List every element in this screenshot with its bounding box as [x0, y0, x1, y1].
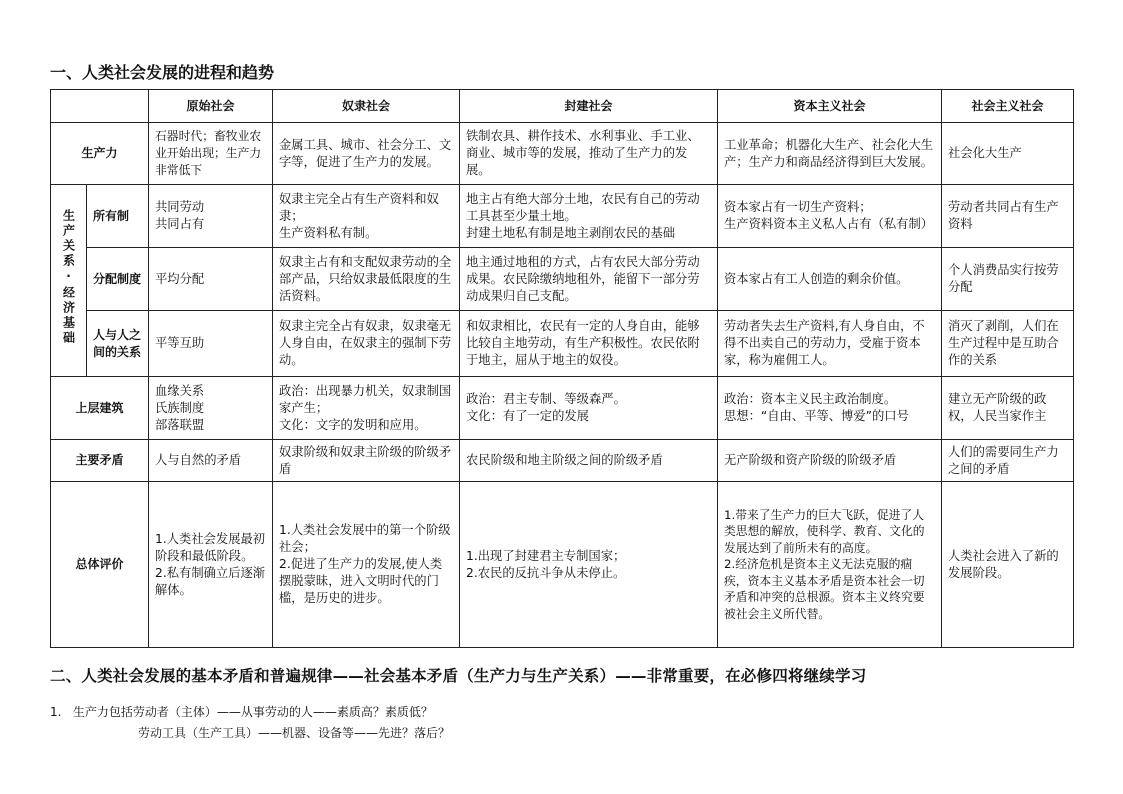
- main-contradiction-primitive: 人与自然的矛盾: [149, 440, 273, 482]
- distribution-capitalist: 资本家占有工人创造的剩余价值。: [718, 248, 942, 311]
- list-item-1-number: 1.: [50, 705, 62, 719]
- section-heading-2: 二、人类社会发展的基本矛盾和普遍规律——社会基本矛盾（生产力与生产关系）——非常重要，在必修四将继续学习: [50, 667, 867, 685]
- header-feudal: 封建社会: [460, 90, 718, 123]
- distribution-primitive: 平均分配: [149, 248, 273, 311]
- society-development-table: [50, 89, 1074, 648]
- productivity-primitive: 石器时代；畜牧业农业开始出现；生产力非常低下: [149, 123, 273, 185]
- ownership-socialist: 劳动者共同占有生产资料: [942, 185, 1074, 248]
- productivity-slave: 金属工具、城市、社会分工、文字等，促进了生产力的发展。: [273, 123, 460, 185]
- relations-primitive: 平等互助: [149, 311, 273, 377]
- superstructure-slave: 政治：出现暴力机关，奴隶制国家产生； 文化：文字的发明和应用。: [273, 377, 460, 440]
- relations-group-label: [51, 185, 87, 377]
- superstructure-label: 上层建筑: [51, 377, 149, 440]
- relations-capitalist: 劳动者失去生产资料,有人身自由，不得不出卖自己的劳动力，受雇于资本家，称为雇佣工人。: [718, 311, 942, 377]
- main-contradiction-feudal: 农民阶级和地主阶级之间的阶级矛盾: [460, 440, 718, 482]
- overall-evaluation-socialist: 人类社会进入了新的发展阶段。: [942, 482, 1074, 648]
- overall-evaluation-capitalist: 1.带来了生产力的巨大飞跃，促进了人类思想的解放，使科学、教育、文化的发展达到了前所未有的高度。 2.经济危机是资本主义无法克服的痼疾，资本主义基本矛盾是资本社会一切矛盾和冲突的总根源。资本主义终究要被社会主义所代替。: [718, 482, 942, 648]
- relations-socialist: 消灭了剥削，人们在生产过程中是互助合作的关系: [942, 311, 1074, 377]
- header-slave: 奴隶社会: [273, 90, 460, 123]
- header-corner: [51, 90, 149, 123]
- main-contradiction-socialist: 人们的需要同生产力之间的矛盾: [942, 440, 1074, 482]
- ownership-capitalist: 资本家占有一切生产资料； 生产资料资本主义私人占有（私有制）: [718, 185, 942, 248]
- productivity-socialist: 社会化大生产: [942, 123, 1074, 185]
- productivity-capitalist: 工业革命；机器化大生产、社会化大生产；生产力和商品经济得到巨大发展。: [718, 123, 942, 185]
- superstructure-socialist: 建立无产阶级的政权，人民当家作主: [942, 377, 1074, 440]
- overall-evaluation-primitive: 1.人类社会发展最初阶段和最低阶段。 2.私有制确立后逐渐解体。: [149, 482, 273, 648]
- relations-slave: 奴隶主完全占有奴隶，奴隶毫无人身自由，在奴隶主的强制下劳动。: [273, 311, 460, 377]
- main-contradiction-capitalist: 无产阶级和资产阶级的阶级矛盾: [718, 440, 942, 482]
- list-item-1-continuation: 劳动工具（生产工具）——机器、设备等——先进？落后？: [138, 726, 451, 740]
- ownership-feudal: 地主占有绝大部分土地，农民有自己的劳动工具甚至少量土地。 封建土地私有制是地主剥削农民的基础: [460, 185, 718, 248]
- header-row: [51, 90, 1074, 123]
- overall-evaluation-label: 总体评价: [51, 482, 149, 648]
- relations-group-text: 生产关系·经济基础: [61, 209, 76, 346]
- ownership-row: [51, 185, 1074, 248]
- superstructure-row: [51, 377, 1074, 440]
- header-primitive: 原始社会: [149, 90, 273, 123]
- productivity-row: [51, 123, 1074, 185]
- distribution-feudal: 地主通过地租的方式，占有农民大部分劳动成果。农民除缴纳地租外，能留下一部分劳动成果归自己支配。: [460, 248, 718, 311]
- ownership-primitive: 共同劳动 共同占有: [149, 185, 273, 248]
- relations-feudal: 和奴隶相比，农民有一定的人身自由，能够比较自主地劳动，有生产积极性。农民依附于地主，屈从于地主的奴役。: [460, 311, 718, 377]
- distribution-slave: 奴隶主占有和支配奴隶劳动的全部产品，只给奴隶最低限度的生活资料。: [273, 248, 460, 311]
- list-item-1: [50, 703, 433, 720]
- main-contradiction-label: 主要矛盾: [51, 440, 149, 482]
- header-capitalist: 资本主义社会: [718, 90, 942, 123]
- relations-label: 人与人之间的关系: [87, 311, 149, 377]
- superstructure-primitive: 血缘关系 氏族制度 部落联盟: [149, 377, 273, 440]
- ownership-slave: 奴隶主完全占有生产资料和奴隶； 生产资料私有制。: [273, 185, 460, 248]
- overall-evaluation-row: [51, 482, 1074, 648]
- overall-evaluation-feudal: 1.出现了封建君主专制国家； 2.农民的反抗斗争从未停止。: [460, 482, 718, 648]
- section-heading-1: 一、人类社会发展的进程和趋势: [50, 63, 275, 82]
- superstructure-capitalist: 政治：资本主义民主政治制度。 思想：“自由、平等、博爱”的口号: [718, 377, 942, 440]
- distribution-label: 分配制度: [87, 248, 149, 311]
- overall-evaluation-slave: 1.人类社会发展中的第一个阶级社会； 2.促进了生产力的发展,使人类摆脱蒙昧，进入文明时代的门槛，是历史的进步。: [273, 482, 460, 648]
- list-item-1-text: 生产力包括劳动者（主体）——从事劳动的人——素质高？素质低？: [72, 705, 433, 719]
- productivity-feudal: 铁制农具、耕作技术、水利事业、手工业、商业、城市等的发展，推动了生产力的发展。: [460, 123, 718, 185]
- productivity-label: 生产力: [51, 123, 149, 185]
- header-socialist: 社会主义社会: [942, 90, 1074, 123]
- distribution-socialist: 个人消费品实行按劳分配: [942, 248, 1074, 311]
- main-contradiction-slave: 奴隶阶级和奴隶主阶级的阶级矛盾: [273, 440, 460, 482]
- superstructure-feudal: 政治：君主专制、等级森严。 文化：有了一定的发展: [460, 377, 718, 440]
- relations-row: [51, 311, 1074, 377]
- distribution-row: [51, 248, 1074, 311]
- main-contradiction-row: [51, 440, 1074, 482]
- ownership-label: 所有制: [87, 185, 149, 248]
